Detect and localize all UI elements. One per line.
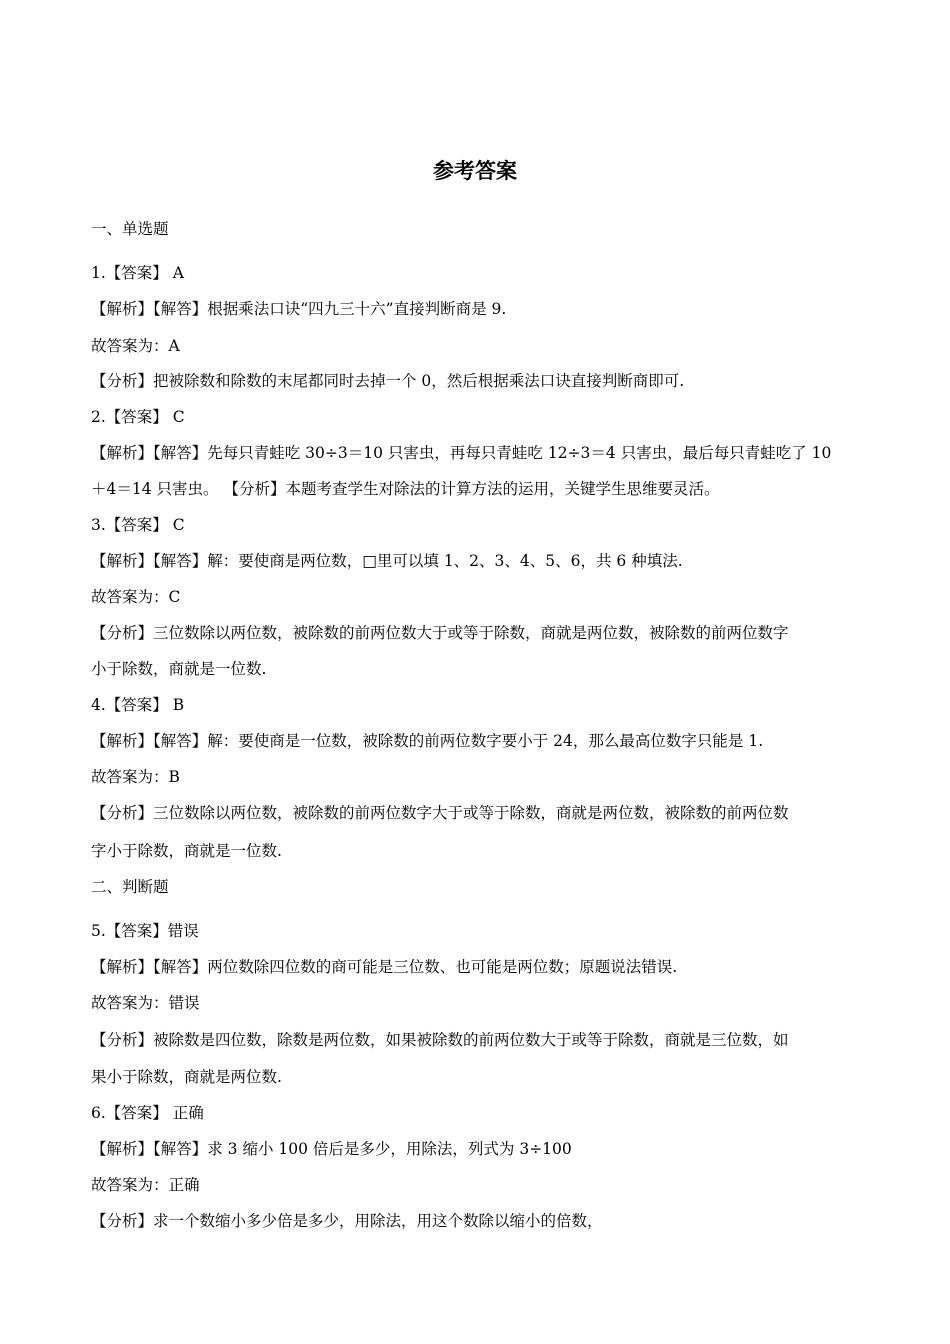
q6-analysis: 【分析】求一个数缩小多少倍是多少，用除法，用这个数除以缩小的倍数， [91,1212,603,1230]
q3-solution: 【解析】【解答】解：要使商是两位数，□里可以填 1、2、3、4、5、6，共 6 种填法. [91,552,683,570]
q1-analysis: 【分析】把被除数和除数的末尾都同时去掉一个 0，然后根据乘法口诀直接判断商即可. [91,372,685,390]
q3-analysis-continued: 小于除数，商就是一位数. [91,660,267,678]
q2-solution-continued: ＋4＝14 只害虫。 【分析】本题考查学生对除法的计算方法的运用，关键学生思维要灵活。 [91,480,720,498]
q3-answer: 3.【答案】 C [91,516,185,534]
q5-analysis: 【分析】被除数是四位数，除数是两位数，如果被除数的前两位数大于或等于除数，商就是三位数，如 [91,1031,789,1049]
q1-conclusion: 故答案为：A [91,337,180,355]
q3-analysis: 【分析】三位数除以两位数，被除数的前两位数大于或等于除数，商就是两位数，被除数的前两位数字 [91,624,789,642]
q1-solution: 【解析】【解答】根据乘法口诀“四九三十六”直接判断商是 9. [91,300,507,318]
q4-analysis: 【分析】三位数除以两位数，被除数的前两位数字大于或等于除数，商就是两位数，被除数的前两位数 [91,804,789,822]
q2-solution: 【解析】【解答】先每只青蛙吃 30÷3＝10 只害虫，再每只青蛙吃 12÷3＝4 只害虫，最后每只青蛙吃了 10 [91,444,832,462]
section-heading-single-choice: 一、单选题 [91,220,169,238]
q1-answer: 1.【答案】 A [91,264,184,282]
q5-conclusion: 故答案为：错误 [91,994,200,1012]
q5-analysis-continued: 果小于除数，商就是两位数. [91,1068,282,1086]
q6-answer: 6.【答案】 正确 [91,1104,204,1122]
q4-solution: 【解析】【解答】解：要使商是一位数，被除数的前两位数字要小于 24，那么最高位数字只能是 1. [91,732,764,750]
q3-conclusion: 故答案为：C [91,588,181,606]
q2-answer: 2.【答案】 C [91,408,185,426]
q4-answer: 4.【答案】 B [91,696,185,714]
q4-analysis-continued: 字小于除数，商就是一位数. [91,842,282,860]
q5-solution: 【解析】【解答】两位数除四位数的商可能是三位数、也可能是两位数；原题说法错误. [91,958,678,976]
section-heading-true-false: 二、判断题 [91,878,169,896]
q5-answer: 5.【答案】错误 [91,922,199,940]
page-title: 参考答案 [433,158,517,183]
q6-solution: 【解析】【解答】求 3 缩小 100 倍后是多少，用除法，列式为 3÷100 [91,1140,572,1158]
q4-conclusion: 故答案为：B [91,768,180,786]
q6-conclusion: 故答案为：正确 [91,1176,200,1194]
